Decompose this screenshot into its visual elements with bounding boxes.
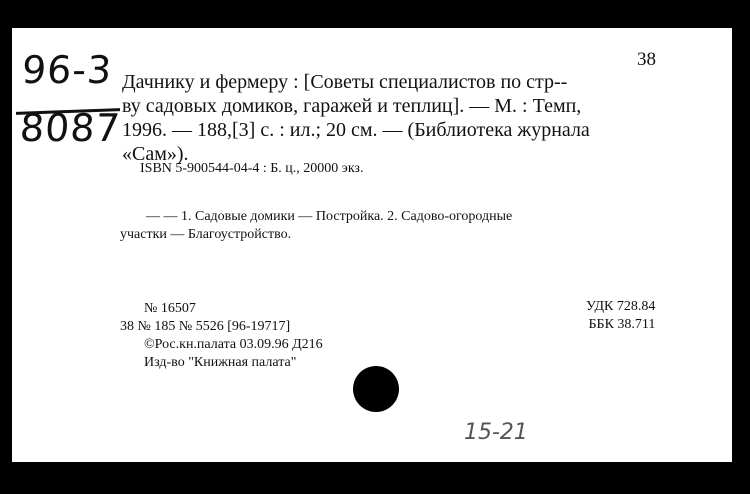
isbn-line: ISBN 5-900544-04-4 : Б. ц., 20000 экз. bbox=[140, 161, 364, 176]
handwritten-note: 15-21 bbox=[464, 420, 528, 445]
record-number: № 16507 bbox=[144, 301, 196, 316]
bibliographic-description bbox=[122, 70, 590, 166]
description-line: 1996. — 188,[3] с. : ил.; 20 см. — (Библиотека журнала bbox=[122, 119, 590, 141]
publisher-line: Изд-во "Книжная палата" bbox=[144, 355, 297, 370]
description-line: ву садовых домиков, гаражей и теплиц]. — М. : Темп, bbox=[122, 95, 582, 117]
registry-numbers: 38 № 185 № 5526 [96-19717] bbox=[120, 319, 291, 334]
catalog-card bbox=[12, 28, 732, 462]
punch-hole bbox=[353, 366, 399, 412]
subject-headings bbox=[120, 208, 512, 244]
page-number: 38 bbox=[637, 49, 656, 70]
udk-code: УДК 728.84 bbox=[586, 299, 656, 314]
bbk-code: ББК 38.711 bbox=[588, 317, 656, 332]
subject-line: участки — Благоустройство. bbox=[120, 227, 292, 242]
inventory-number: 8087 bbox=[18, 106, 123, 150]
footer-left bbox=[120, 300, 323, 372]
classification-codes bbox=[586, 298, 655, 334]
shelf-mark: 96-3 bbox=[20, 48, 114, 92]
subject-line: — — 1. Садовые домики — Постройка. 2. Садово-огородные bbox=[146, 209, 513, 224]
description-line: Дачнику и фермеру : [Советы специалистов по стр-- bbox=[122, 71, 568, 93]
copyright-line: ©Рос.кн.палата 03.09.96 Д216 bbox=[144, 337, 323, 352]
description-line: «Сам»). bbox=[122, 143, 189, 165]
